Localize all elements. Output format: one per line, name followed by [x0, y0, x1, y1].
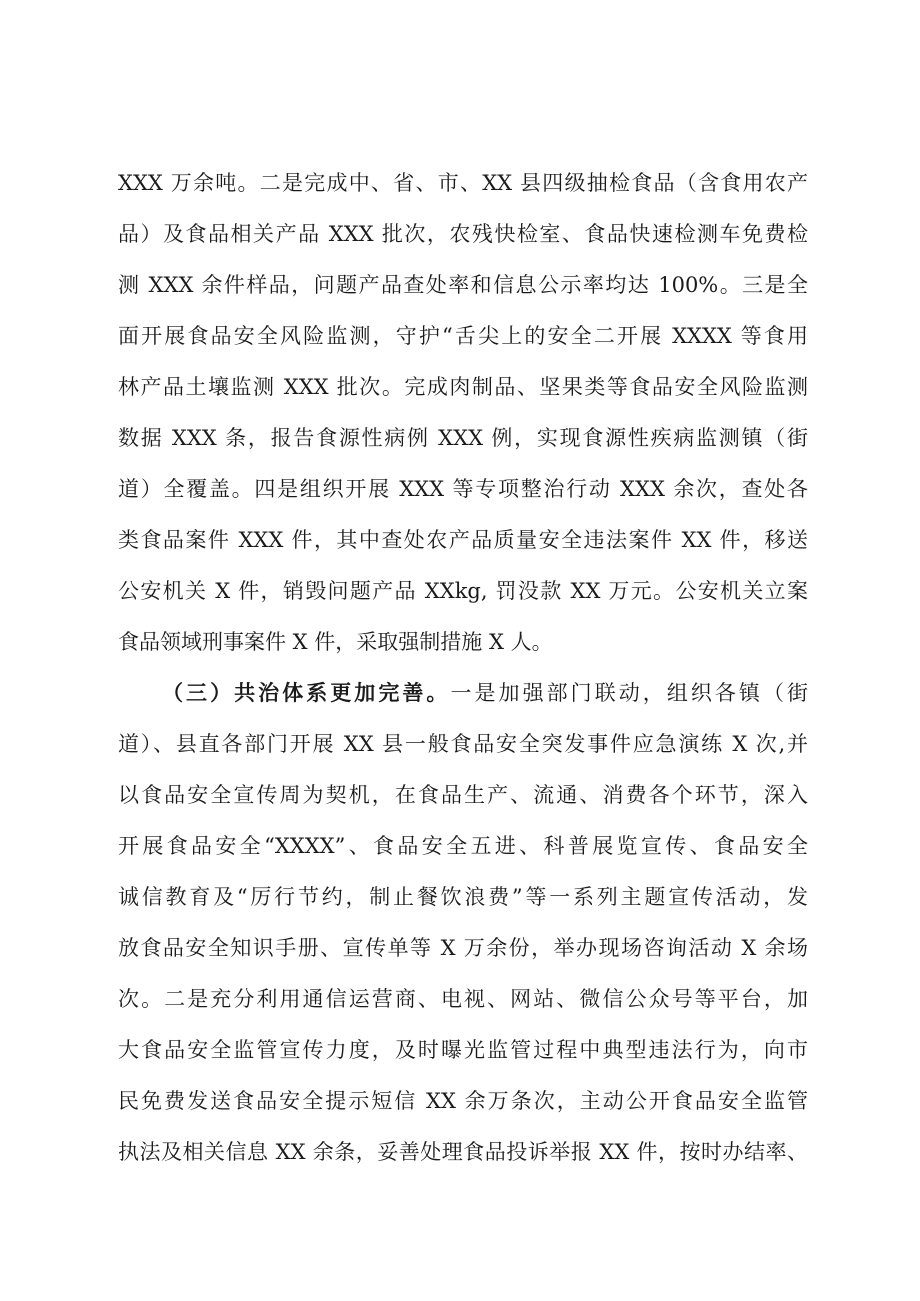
- paragraph-3-line-8: 大食品安全监管宣传力度，及时曝光监管过程中典型违法行为，向市: [118, 1038, 808, 1062]
- paragraph-3-line-2: 道）、县直各部门开展 XX 县一般食品安全突发事件应急演练 X 次,并: [118, 732, 808, 756]
- paragraph-3-line-3: 以食品安全宣传周为契机，在食品生产、流通、消费各个环节，深入: [118, 783, 808, 807]
- paragraph-3-line-4: 开展食品安全“XXXX”、食品安全五进、科普展览宣传、食品安全: [118, 834, 808, 858]
- paragraph-2-line-1: XXX 万余吨。二是完成中、省、市、XX 县四级抽检食品（含食用农产: [118, 171, 808, 195]
- paragraph-2-line-3: 测 XXX 余件样品，问题产品查处率和信息公示率均达 100%。三是全: [118, 273, 808, 297]
- paragraph-3-line-6: 放食品安全知识手册、宣传单等 X 万余份，举办现场咨询活动 X 余场: [118, 936, 808, 960]
- paragraph-3-line-1: [162, 679, 808, 707]
- paragraph-2-line-6: 数据 XXX 条，报告食源性病例 XXX 例，实现食源性疾病监测镇（街: [118, 426, 808, 450]
- paragraph-2-line-4: 面开展食品安全风险监测，守护“舌尖上的安全二开展 XXXX 等食用: [118, 324, 808, 348]
- paragraph-2-line-8: 类食品案件 XXX 件，其中查处农产品质量安全违法案件 XX 件，移送: [118, 528, 808, 552]
- section-heading: （三）共治体系更加完善。: [162, 680, 451, 705]
- paragraph-2-line-5: 林产品土壤监测 XXX 批次。完成肉制品、坚果类等食品安全风险监测: [118, 375, 808, 399]
- paragraph-3-line-5: 诚信教育及“厉行节约，制止餐饮浪费”等一系列主题宣传活动，发: [118, 885, 808, 909]
- paragraph-2-line-9: 公安机关 X 件，销毁问题产品 XXkg, 罚没款 XX 万元。公安机关立案: [118, 579, 808, 603]
- paragraph-3-line-9: 民免费发送食品安全提示短信 XX 余万条次，主动公开食品安全监管: [118, 1089, 808, 1113]
- paragraph-2-line-2: 品）及食品相关产品 XXX 批次，农残快检室、食品快速检测车免费检: [118, 222, 808, 246]
- paragraph-2-line-7: 道）全覆盖。四是组织开展 XXX 等专项整治行动 XXX 余次，查处各: [118, 477, 808, 501]
- paragraph-3-line-10: 执法及相关信息 XX 余条，妥善处理食品投诉举报 XX 件，按时办结率、: [118, 1140, 808, 1164]
- paragraph-3-line-1-text: 一是加强部门联动，组织各镇（街: [450, 681, 808, 705]
- paragraph-3-line-7: 次。二是充分利用通信运营商、电视、网站、微信公众号等平台，加: [118, 987, 808, 1011]
- paragraph-2-line-10: 食品领域刑事案件 X 件，采取强制措施 X 人。: [118, 630, 553, 654]
